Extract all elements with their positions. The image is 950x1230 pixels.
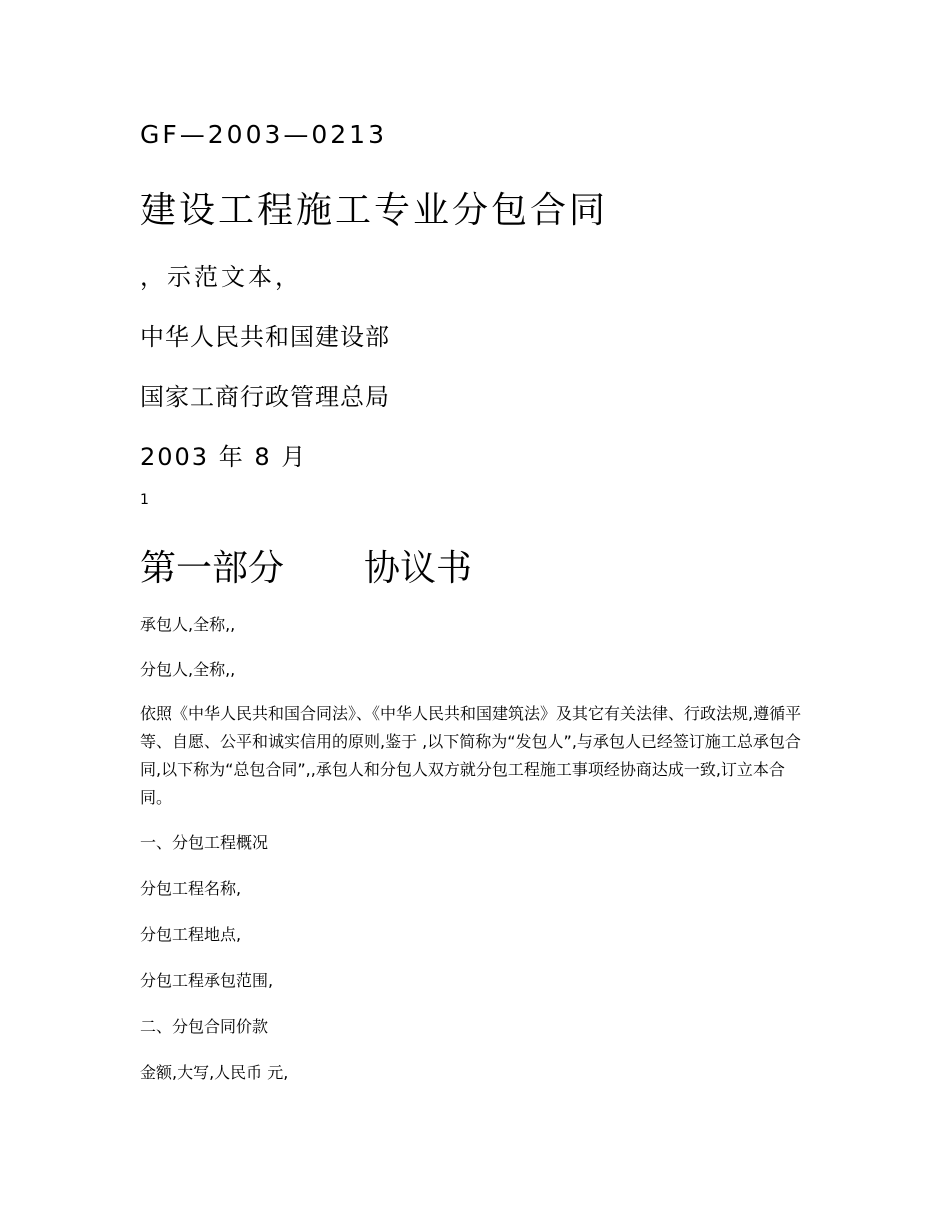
section-heading-price: 二、分包合同价款 bbox=[140, 1017, 269, 1036]
part-heading-name: 协议书 bbox=[364, 548, 473, 589]
contract-amount-line: 金额,大写,人民币 元, bbox=[140, 1063, 289, 1082]
page-number: 1 bbox=[140, 492, 149, 508]
issuer-administration: 国家工商行政管理总局 bbox=[140, 383, 390, 411]
issuer-ministry: 中华人民共和国建设部 bbox=[140, 323, 390, 351]
section-heading-overview: 一、分包工程概况 bbox=[140, 833, 269, 852]
contractor-line: 承包人,全称,, bbox=[140, 615, 236, 634]
part-heading-number: 第一部分 bbox=[140, 548, 285, 589]
contract-title: 建设工程施工专业分包合同 bbox=[140, 190, 609, 231]
contract-subtitle: ，示范文本， bbox=[140, 263, 302, 291]
project-scope-line: 分包工程承包范围, bbox=[140, 971, 274, 990]
project-site-line: 分包工程地点, bbox=[140, 925, 242, 944]
document-code: GF—2003—0213 bbox=[140, 120, 387, 149]
subcontractor-line: 分包人,全称,, bbox=[140, 660, 236, 679]
part-heading bbox=[140, 540, 472, 591]
issue-date: 2003 年 8 月 bbox=[140, 443, 308, 471]
preamble-paragraph: 依照《中华人民共和国合同法》、《中华人民共和国建筑法》及其它有关法律、行政法规,遵循平等、自愿、公平和诚实信用的原则,鉴于 ,以下简称为“发包人”,与承包人已经签订施工总承包合同,以下称为“总包合同”,,承包人和分包人双方就分包工程施工事项经协商达成一致,订立本合同。 bbox=[140, 704, 802, 807]
project-name-line: 分包工程名称, bbox=[140, 879, 242, 898]
